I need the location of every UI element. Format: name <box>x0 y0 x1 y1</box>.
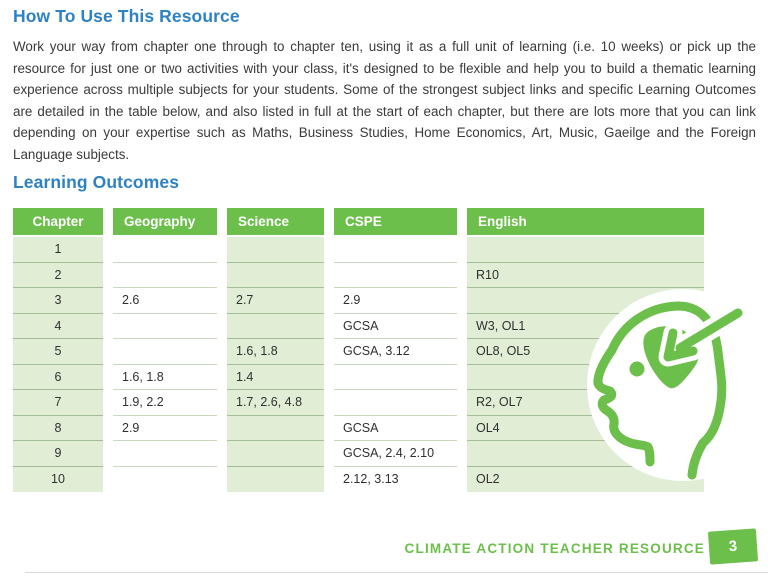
table-cell: R2, OL7 <box>467 390 704 416</box>
head-with-arrow-into-brain-icon <box>583 285 768 485</box>
table-cell: GCSA, 3.12 <box>334 339 457 365</box>
next-page-edge-line <box>25 572 768 573</box>
table-cell: GCSA, 2.4, 2.10 <box>334 441 457 467</box>
table-cell: 3 <box>13 288 103 314</box>
table-cell: 2.6 <box>113 288 217 314</box>
table-cell: 1.7, 2.6, 4.8 <box>227 390 324 416</box>
table-cell <box>113 339 217 365</box>
table-cell: R10 <box>467 263 704 289</box>
table-cell: 7 <box>13 390 103 416</box>
table-cell <box>227 467 324 493</box>
table-cell: W3, OL1 <box>467 314 704 340</box>
table-cell: 8 <box>13 416 103 442</box>
page-number-badge: 3 <box>708 528 758 564</box>
table-cell: 10 <box>13 467 103 493</box>
table-cell: 1 <box>13 237 103 263</box>
table-cell <box>113 237 217 263</box>
header-cell-cspe: CSPE <box>334 208 457 235</box>
table-cell: 2.12, 3.13 <box>334 467 457 493</box>
header-cell-geography: Geography <box>113 208 217 235</box>
column-science <box>227 208 324 492</box>
header-cell-chapter: Chapter <box>13 208 103 235</box>
intro-paragraph: Work your way from chapter one through to chapter ten, using it as a full unit of learning (i.e. 10 weeks) or pick up the resource for just one or two activities with your class, it's designed to be flexible and help you to build a thematic learning experience across multiple subjects for your students. Some of the strongest subject links and specific Learning Outcomes are detailed in the table below, and also listed in full at the start of each chapter, but there are lots more that you can link depending on your expertise such as Maths, Business Studies, Home Economics, Art, Music, Gaeilge and the Foreign Language subjects. <box>13 39 756 162</box>
table-cell: 5 <box>13 339 103 365</box>
table-cell <box>227 441 324 467</box>
column-chapter <box>13 208 103 492</box>
table-cell: 1.6, 1.8 <box>113 365 217 391</box>
table-cell: 2.9 <box>113 416 217 442</box>
table-cell <box>113 263 217 289</box>
table-cell: GCSA <box>334 314 457 340</box>
table-cell: 1.9, 2.2 <box>113 390 217 416</box>
table-cell: GCSA <box>334 416 457 442</box>
table-cell <box>227 263 324 289</box>
header-cell-english: English <box>467 208 704 235</box>
page-title: How To Use This Resource <box>13 6 240 26</box>
table-cell: OL4 <box>467 416 704 442</box>
table-cell: 2.9 <box>334 288 457 314</box>
table-cell <box>113 467 217 493</box>
table-cell <box>334 263 457 289</box>
column-geography <box>113 208 217 492</box>
table-cell <box>334 365 457 391</box>
table-cell <box>227 416 324 442</box>
table-cell <box>467 237 704 263</box>
table-cell: 1.6, 1.8 <box>227 339 324 365</box>
section-title-learning-outcomes: Learning Outcomes <box>13 172 180 192</box>
table-cell <box>113 441 217 467</box>
table-cell <box>227 314 324 340</box>
table-cell: 1.4 <box>227 365 324 391</box>
table-cell <box>227 237 324 263</box>
table-cell: OL2 <box>467 467 704 493</box>
table-cell <box>113 314 217 340</box>
table-cell: 9 <box>13 441 103 467</box>
head-illustration <box>583 285 768 485</box>
table-cell <box>334 237 457 263</box>
column-cspe <box>334 208 457 492</box>
footer-brand: CLIMATE ACTION TEACHER RESOURCE <box>404 541 705 556</box>
table-cell: 2.7 <box>227 288 324 314</box>
header-cell-science: Science <box>227 208 324 235</box>
table-cell: 6 <box>13 365 103 391</box>
table-cell <box>334 390 457 416</box>
table-cell: 4 <box>13 314 103 340</box>
table-cell: 2 <box>13 263 103 289</box>
table-cell: OL8, OL5 <box>467 339 704 365</box>
